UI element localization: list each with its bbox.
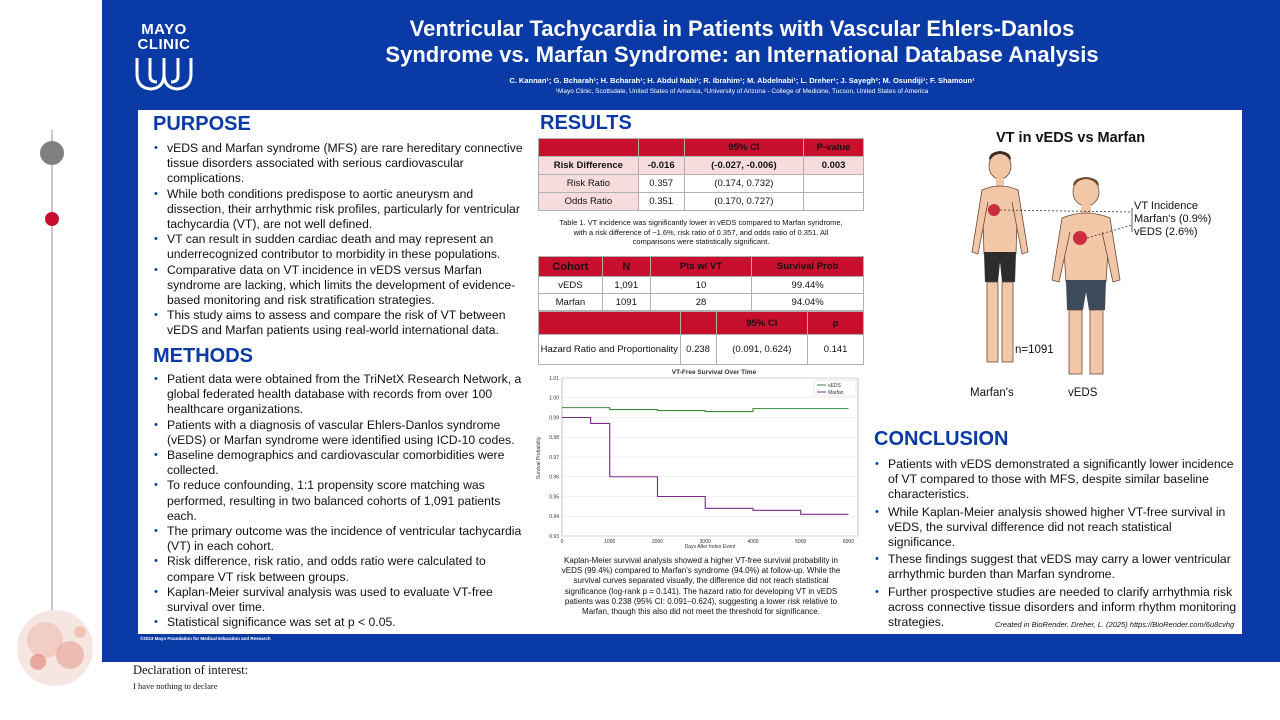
t2-head: Survival Prob (752, 257, 864, 277)
series-line-marfan (562, 418, 848, 515)
series-lines (562, 408, 848, 515)
methods-bullet: • Kaplan-Meier survival analysis was used to evaluate VT-free survival over time. (153, 585, 533, 615)
n-label: n=1091 (1015, 344, 1054, 356)
y-tick-label: 0.96 (549, 474, 559, 481)
hr-cell: 0.238 (680, 335, 716, 365)
t2-cell: 1091 (602, 294, 650, 311)
y-tick-label: 0.95 (549, 494, 559, 501)
hazard-ratio-table (538, 311, 864, 365)
hr-cell: (0.091, 0.624) (716, 335, 808, 365)
hr-head-ci: 95% CI (716, 312, 808, 335)
t2-cell: Marfan (539, 294, 603, 311)
t1-cell: (-0.027, -0.006) (684, 157, 804, 175)
methods-heading: METHODS (153, 345, 253, 367)
methods-bullet: • Risk difference, risk ratio, and odds ratio were calculated to compare VT risk between groups. (153, 554, 533, 584)
methods-bullet: • Patients with a diagnosis of vascular Ehlers-Danlos syndrome (vEDS) or Marfan syndrome were identified using ICD-10 codes. (153, 418, 533, 448)
t1-cell: Odds Ratio (539, 193, 639, 211)
marfan-heart-icon (988, 204, 1000, 216)
purpose-bullet: • VT can result in sudden cardiac death and may represent an underrecognized contributor to morbidity in these populations. (153, 232, 533, 262)
purpose-list (153, 141, 533, 339)
conclusion-list (874, 457, 1242, 630)
t1-cell (804, 193, 864, 211)
results-heading: RESULTS (540, 112, 632, 134)
t2-cell: 10 (650, 277, 752, 294)
created-in-biorender: Created in BioRender. Dreher, L. (2025) https://BioRender.com/6u8cvhg (995, 620, 1235, 629)
y-tick-label: 1.01 (549, 375, 559, 382)
methods-list (153, 372, 533, 630)
decorative-splash-icon (0, 600, 110, 690)
conclusion-bullet: • While Kaplan-Meier analysis showed higher VT-free survival in vEDS, the survival difference did not reach statistical significance. (874, 505, 1242, 551)
x-tick-label: 2000 (651, 539, 664, 545)
t1-cell: 0.003 (804, 157, 864, 175)
hr-cell: Hazard Ratio and Proportionality (539, 335, 681, 365)
t1-cell: -0.016 (638, 157, 684, 175)
purpose-bullet: • vEDS and Marfan syndrome (MFS) are rare hereditary connective tissue disorders associated with serious cardiovascular complications. (153, 141, 533, 187)
y-tick-label: 0.94 (549, 514, 559, 521)
hr-head-p: p (808, 312, 864, 335)
x-tick-label: 6000 (842, 539, 855, 545)
y-ticks (549, 376, 858, 540)
chart-title: VT-Free Survival Over Time (671, 369, 757, 376)
purpose-bullet: • While both conditions predispose to aortic aneurysm and dissection, their arrhythmic risk profiles, particularly for ventricular tachycardia (VT), are not well defined. (153, 187, 533, 233)
x-tick-label: 5000 (795, 539, 807, 545)
body-figure-illustration (960, 122, 1220, 412)
results-table-2 (538, 256, 864, 311)
veds-pct-label: vEDS (2.6%) (1134, 226, 1198, 238)
methods-bullet: • The primary outcome was the incidence of ventricular tachycardia (VT) in each cohort. (153, 524, 533, 554)
logo-line2: CLINIC (137, 36, 191, 53)
affiliations: ¹Mayo Clinic, Scottsdale, United States of America, ²University of Arizona - College of Medicine, Tucson, United States of America (555, 88, 929, 95)
y-tick-label: 0.97 (549, 454, 559, 461)
methods-bullet: • Patient data were obtained from the TriNetX Research Network, a global federated health database with records from over 100 healthcare organizations. (153, 372, 533, 418)
t2-cell: 99.44% (752, 277, 864, 294)
t2-cell: 28 (650, 294, 752, 311)
km-survival-chart (534, 366, 864, 552)
methods-bullet: • To reduce confounding, 1:1 propensity score matching was performed, resulting in two balanced cohorts of 1,091 patients each. (153, 478, 533, 524)
copyright: ©2023 Mayo Foundation for Medical Education and Research (140, 636, 271, 641)
logo-line1: MAYO (141, 21, 187, 38)
table1-caption: Table 1. VT incidence was significantly lower in vEDS compared to Marfan syndrome, with a risk difference of −1.6%, risk ratio of 0.357, and odds ratio of 0.351. All comparisons were statistically significant. (559, 218, 843, 246)
y-tick-label: 0.99 (549, 415, 559, 422)
y-tick-label: 1.00 (549, 395, 559, 402)
veds-heart-icon (1073, 231, 1087, 245)
timeline-line (51, 130, 53, 610)
t2-head: Pts w/ VT (650, 257, 752, 277)
methods-bullet: • Statistical significance was set at p < 0.05. (153, 615, 533, 630)
x-tick-label: 4000 (747, 539, 759, 545)
timeline-dot-gray (40, 141, 64, 165)
t1-cell: (0.170, 0.727) (684, 193, 804, 211)
x-axis-label: Days After Index Event (684, 544, 736, 550)
legend-marfan-label: Marfan (828, 390, 844, 396)
t1-head-ci: 95% CI (684, 139, 804, 157)
conclusion-heading: CONCLUSION (874, 428, 1009, 450)
series-line-veds (562, 408, 848, 412)
t1-head-p: P-value (804, 139, 864, 157)
x-tick-label: 3000 (699, 539, 711, 545)
vt-incidence-label: VT Incidence (1134, 200, 1199, 212)
title-line1: Ventricular Tachycardia in Patients with Vascular Ehlers-Danlos (409, 16, 1075, 41)
mayo-clinic-logo (124, 22, 204, 92)
t2-cell: vEDS (539, 277, 603, 294)
x-tick-label: 0 (560, 539, 564, 545)
declaration-title: Declaration of interest: (133, 663, 249, 677)
hr-cell: 0.141 (808, 335, 864, 365)
veds-label: vEDS (1068, 387, 1098, 399)
t1-cell: (0.174, 0.732) (684, 175, 804, 193)
legend-veds-label: vEDS (828, 383, 841, 389)
t1-cell: 0.357 (638, 175, 684, 193)
t1-cell: 0.351 (638, 193, 684, 211)
y-tick-label: 0.98 (549, 435, 559, 442)
chart-legend (814, 380, 856, 396)
veds-body-icon (1052, 177, 1120, 374)
results-table-1 (538, 138, 864, 211)
marfan-label: Marfan's (970, 387, 1014, 399)
declaration-text: I have nothing to declare (133, 681, 218, 691)
marfan-pct-label: Marfan's (0.9%) (1134, 213, 1212, 225)
purpose-heading: PURPOSE (153, 113, 251, 135)
t2-head: N (602, 257, 650, 277)
marfan-body-icon (972, 151, 1028, 362)
y-axis-label: Survival Probability (536, 436, 542, 480)
t2-cell: 94.04% (752, 294, 864, 311)
conclusion-bullet: • Further prospective studies are needed to clarify arrhythmia risk across connective tissue disorders and inform rhythm monitoring strategies. (874, 585, 1242, 631)
figure-title: VT in vEDS vs Marfan (996, 130, 1146, 146)
x-tick-label: 1000 (604, 539, 616, 545)
title-line2: Syndrome vs. Marfan Syndrome: an International Database Analysis (385, 42, 1099, 67)
t2-head: Cohort (539, 257, 603, 277)
chart-caption: Kaplan-Meier survival analysis showed a higher VT-free survival probability in vEDS (99.4%) compared to Marfan's syndrome (94.0%) at follow-up. While the survival curves separated visually, the difference did not reach statistical significance (log-rank p = 0.141). The hazard ratio for developing VT in vEDS patients was 0.238 (95% CI: 0.091–0.624), suggesting a lower risk relative to Marfan, though this also did not meet the threshold for significance. (561, 556, 841, 617)
poster-title (242, 16, 1242, 68)
purpose-bullet: • This study aims to assess and compare the risk of VT between vEDS and Marfan patients using real-world international data. (153, 308, 533, 338)
t1-cell (804, 175, 864, 193)
t2-cell: 1,091 (602, 277, 650, 294)
t1-cell: Risk Difference (539, 157, 639, 175)
timeline-dot-red (45, 212, 59, 226)
shield-logo-icon (134, 54, 194, 92)
conclusion-bullet: • Patients with vEDS demonstrated a significantly lower incidence of VT compared to those with MFS, despite similar baseline characteristics. (874, 457, 1242, 503)
purpose-bullet: • Comparative data on VT incidence in vEDS versus Marfan syndrome are lacking, which limits the development of evidence-based monitoring and risk stratification strategies. (153, 263, 533, 309)
conclusion-bullet: • These findings suggest that vEDS may carry a lower ventricular arrhythmic burden than Marfan syndrome. (874, 552, 1242, 582)
authors: C. Kannan¹; G. Bcharah¹; H. Bcharah¹; H. Abdul Nabi¹; R. Ibrahim¹; M. Abdelnabi¹; L. Dreher¹; J. Sayegh²; M. Osundiji¹; F. Shamoun¹ (509, 76, 975, 85)
methods-bullet: • Baseline demographics and cardiovascular comorbidities were collected. (153, 448, 533, 478)
y-tick-label: 0.93 (549, 533, 559, 540)
t1-cell: Risk Ratio (539, 175, 639, 193)
